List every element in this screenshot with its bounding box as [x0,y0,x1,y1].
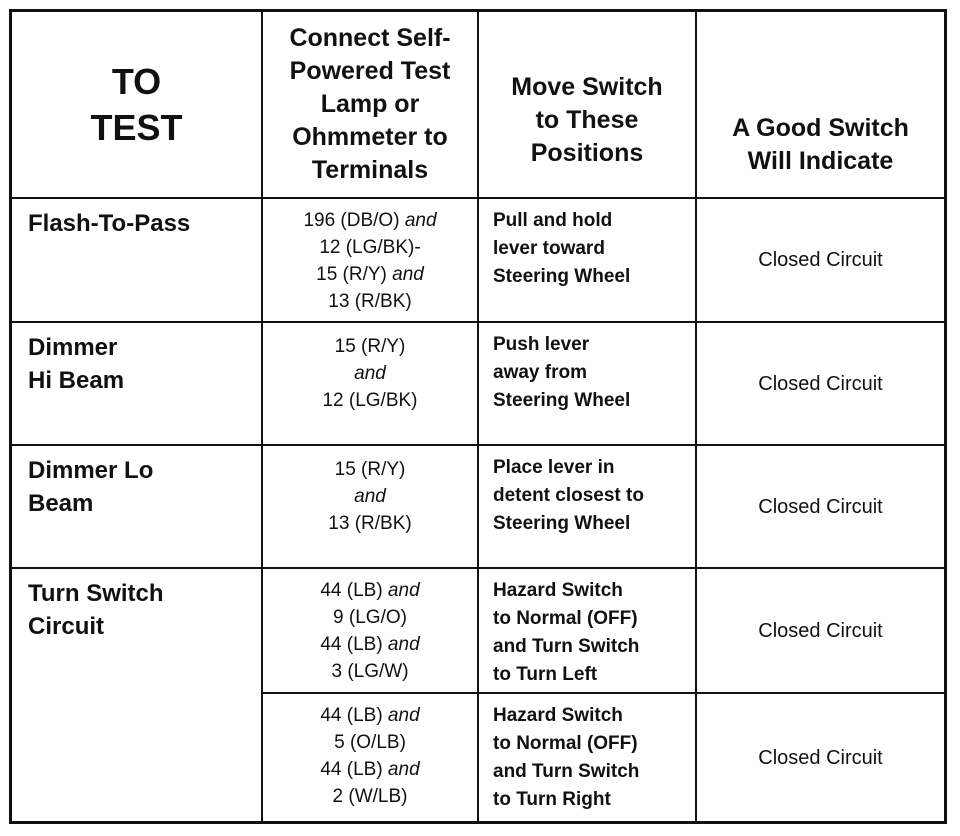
header-to-test: TO TEST [12,12,262,198]
terminals-cell: 44 (LB) and 9 (LG/O) 44 (LB) and 3 (LG/W) [262,568,478,693]
table-row [12,322,944,445]
result-cell: Closed Circuit [696,322,944,445]
result-cell: Closed Circuit [696,198,944,322]
table-row [12,198,944,322]
result-cell: Closed Circuit [696,445,944,568]
move-switch-cell: Place lever in detent closest to Steering Wheel [478,445,696,568]
header-connect-terminals: Connect Self- Powered Test Lamp or Ohmmeter to Terminals [262,12,478,198]
header-move-switch: Move Switch to These Positions [478,12,696,198]
move-switch-cell: Hazard Switch to Normal (OFF) and Turn Switch to Turn Left [478,568,696,693]
test-name-cell: Dimmer Hi Beam [12,322,262,445]
terminals-cell: 196 (DB/O) and 12 (LG/BK)- 15 (R/Y) and 13 (R/BK) [262,198,478,322]
move-switch-cell: Pull and hold lever toward Steering Wheel [478,198,696,322]
result-cell: Closed Circuit [696,568,944,693]
result-cell: Closed Circuit [696,693,944,821]
move-switch-cell: Hazard Switch to Normal (OFF) and Turn Switch to Turn Right [478,693,696,821]
terminals-cell: 44 (LB) and 5 (O/LB) 44 (LB) and 2 (W/LB) [262,693,478,821]
terminals-cell: 15 (R/Y) and 13 (R/BK) [262,445,478,568]
terminals-cell: 15 (R/Y) and 12 (LG/BK) [262,322,478,445]
header-good-switch: A Good Switch Will Indicate [696,12,944,198]
switch-test-table-frame [9,9,947,824]
move-switch-cell: Push lever away from Steering Wheel [478,322,696,445]
test-name-cell: Dimmer Lo Beam [12,445,262,568]
table-row [12,568,944,693]
header-row [12,12,944,198]
table-row [12,445,944,568]
switch-test-table [12,12,944,821]
test-name-cell: Flash-To-Pass [12,198,262,322]
test-name-cell: Turn Switch Circuit [12,568,262,821]
